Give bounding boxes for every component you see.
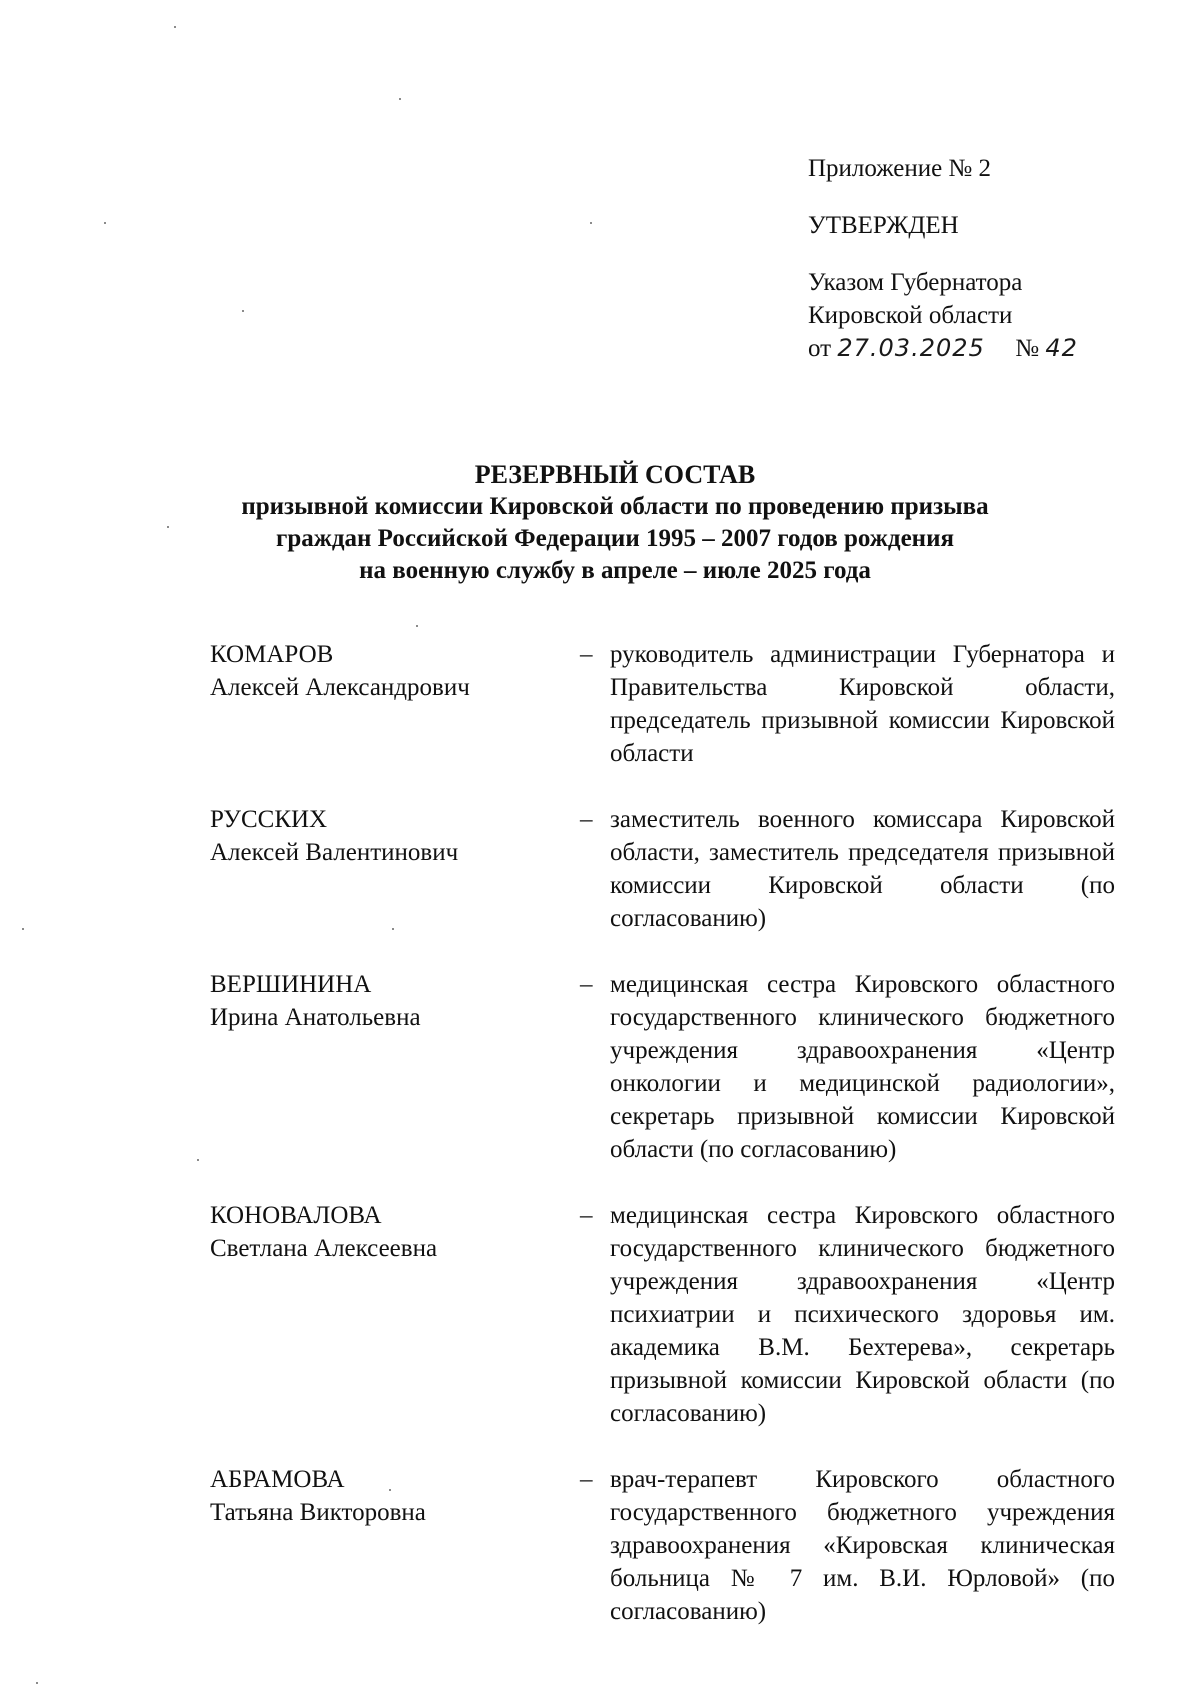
member-name	[210, 1199, 580, 1265]
scan-speck	[174, 26, 176, 28]
member-entry	[210, 968, 1115, 1166]
scan-speck	[197, 1159, 199, 1161]
member-surname: АБРАМОВА	[210, 1466, 345, 1493]
title-line-1: призывной комиссии Кировской области по проведению призыва	[241, 493, 989, 520]
member-role: руководитель администрации Губернатора и Правительства Кировской области, председатель призывной комиссии Кировской области	[610, 641, 1115, 767]
member-dash: –	[580, 971, 593, 998]
scan-speck	[242, 310, 244, 312]
member-given-names: Алексей Валентинович	[210, 839, 459, 866]
member-given-names: Татьяна Викторовна	[210, 1499, 426, 1526]
member-name	[210, 638, 580, 704]
scan-speck	[590, 222, 592, 224]
member-dash: –	[580, 1466, 593, 1493]
approved-label: УТВЕРЖДЕН	[808, 212, 959, 239]
member-entry	[210, 1199, 1115, 1430]
member-name	[210, 1463, 580, 1529]
member-name	[210, 803, 580, 869]
member-role: медицинская сестра Кировского областного государственного клинического бюджетного учреждения здравоохранения «Центр онкологии и медицинской радиологии», секретарь призывной комиссии Кировской области (по согласованию)	[610, 971, 1115, 1163]
handwritten-date: 27.03.2025	[837, 334, 985, 362]
member-given-names: Светлана Алексеевна	[210, 1235, 438, 1262]
member-role: медицинская сестра Кировского областного государственного клинического бюджетного учреждения здравоохранения «Центр психиатрии и психического здоровья им. академика В.М. Бехтерева», секретарь призывной комиссии Кировской области (по согласованию)	[610, 1202, 1115, 1427]
member-dash: –	[580, 641, 593, 668]
member-surname: КОМАРОВ	[210, 641, 334, 668]
member-name	[210, 968, 580, 1034]
member-entry	[210, 803, 1115, 935]
number-prefix: №	[1015, 335, 1040, 362]
decree-date-line	[808, 332, 1078, 365]
member-surname: РУССКИХ	[210, 806, 328, 833]
title-line-3: на военную службу в апреле – июле 2025 года	[359, 557, 871, 584]
title-main: РЕЗЕРВНЫЙ СОСТАВ	[474, 460, 756, 489]
member-role: врач-терапевт Кировского областного государственного бюджетного учреждения здравоохранения «Кировская клиническая больница № 7 им. В.И. Юрловой» (по согласованию)	[610, 1466, 1115, 1625]
appendix-label: Приложение № 2	[808, 155, 992, 182]
scan-speck	[104, 222, 106, 224]
date-prefix: от	[808, 335, 832, 362]
handwritten-number: 42	[1045, 334, 1078, 362]
member-surname: КОНОВАЛОВА	[210, 1202, 382, 1229]
document-title	[150, 459, 1080, 587]
member-entry	[210, 638, 1115, 770]
member-dash: –	[580, 1202, 593, 1229]
decree-line-2: Кировской области	[808, 302, 1013, 329]
decree-line-1: Указом Губернатора	[808, 269, 1023, 296]
title-line-2: граждан Российской Федерации 1995 – 2007 годов рождения	[275, 525, 955, 552]
member-role: заместитель военного комиссара Кировской области, заместитель председателя призывной комиссии Кировской области (по согласованию)	[610, 806, 1115, 932]
member-given-names: Ирина Анатольевна	[210, 1004, 421, 1031]
scan-speck	[36, 1682, 38, 1684]
scan-speck	[22, 928, 24, 930]
members-list	[210, 638, 1115, 1628]
member-surname: ВЕРШИНИНА	[210, 971, 372, 998]
member-given-names: Алексей Александрович	[210, 674, 470, 701]
approval-block	[808, 152, 1078, 365]
member-dash: –	[580, 806, 593, 833]
member-entry	[210, 1463, 1115, 1628]
scan-speck	[416, 625, 418, 627]
scan-speck	[399, 98, 401, 100]
